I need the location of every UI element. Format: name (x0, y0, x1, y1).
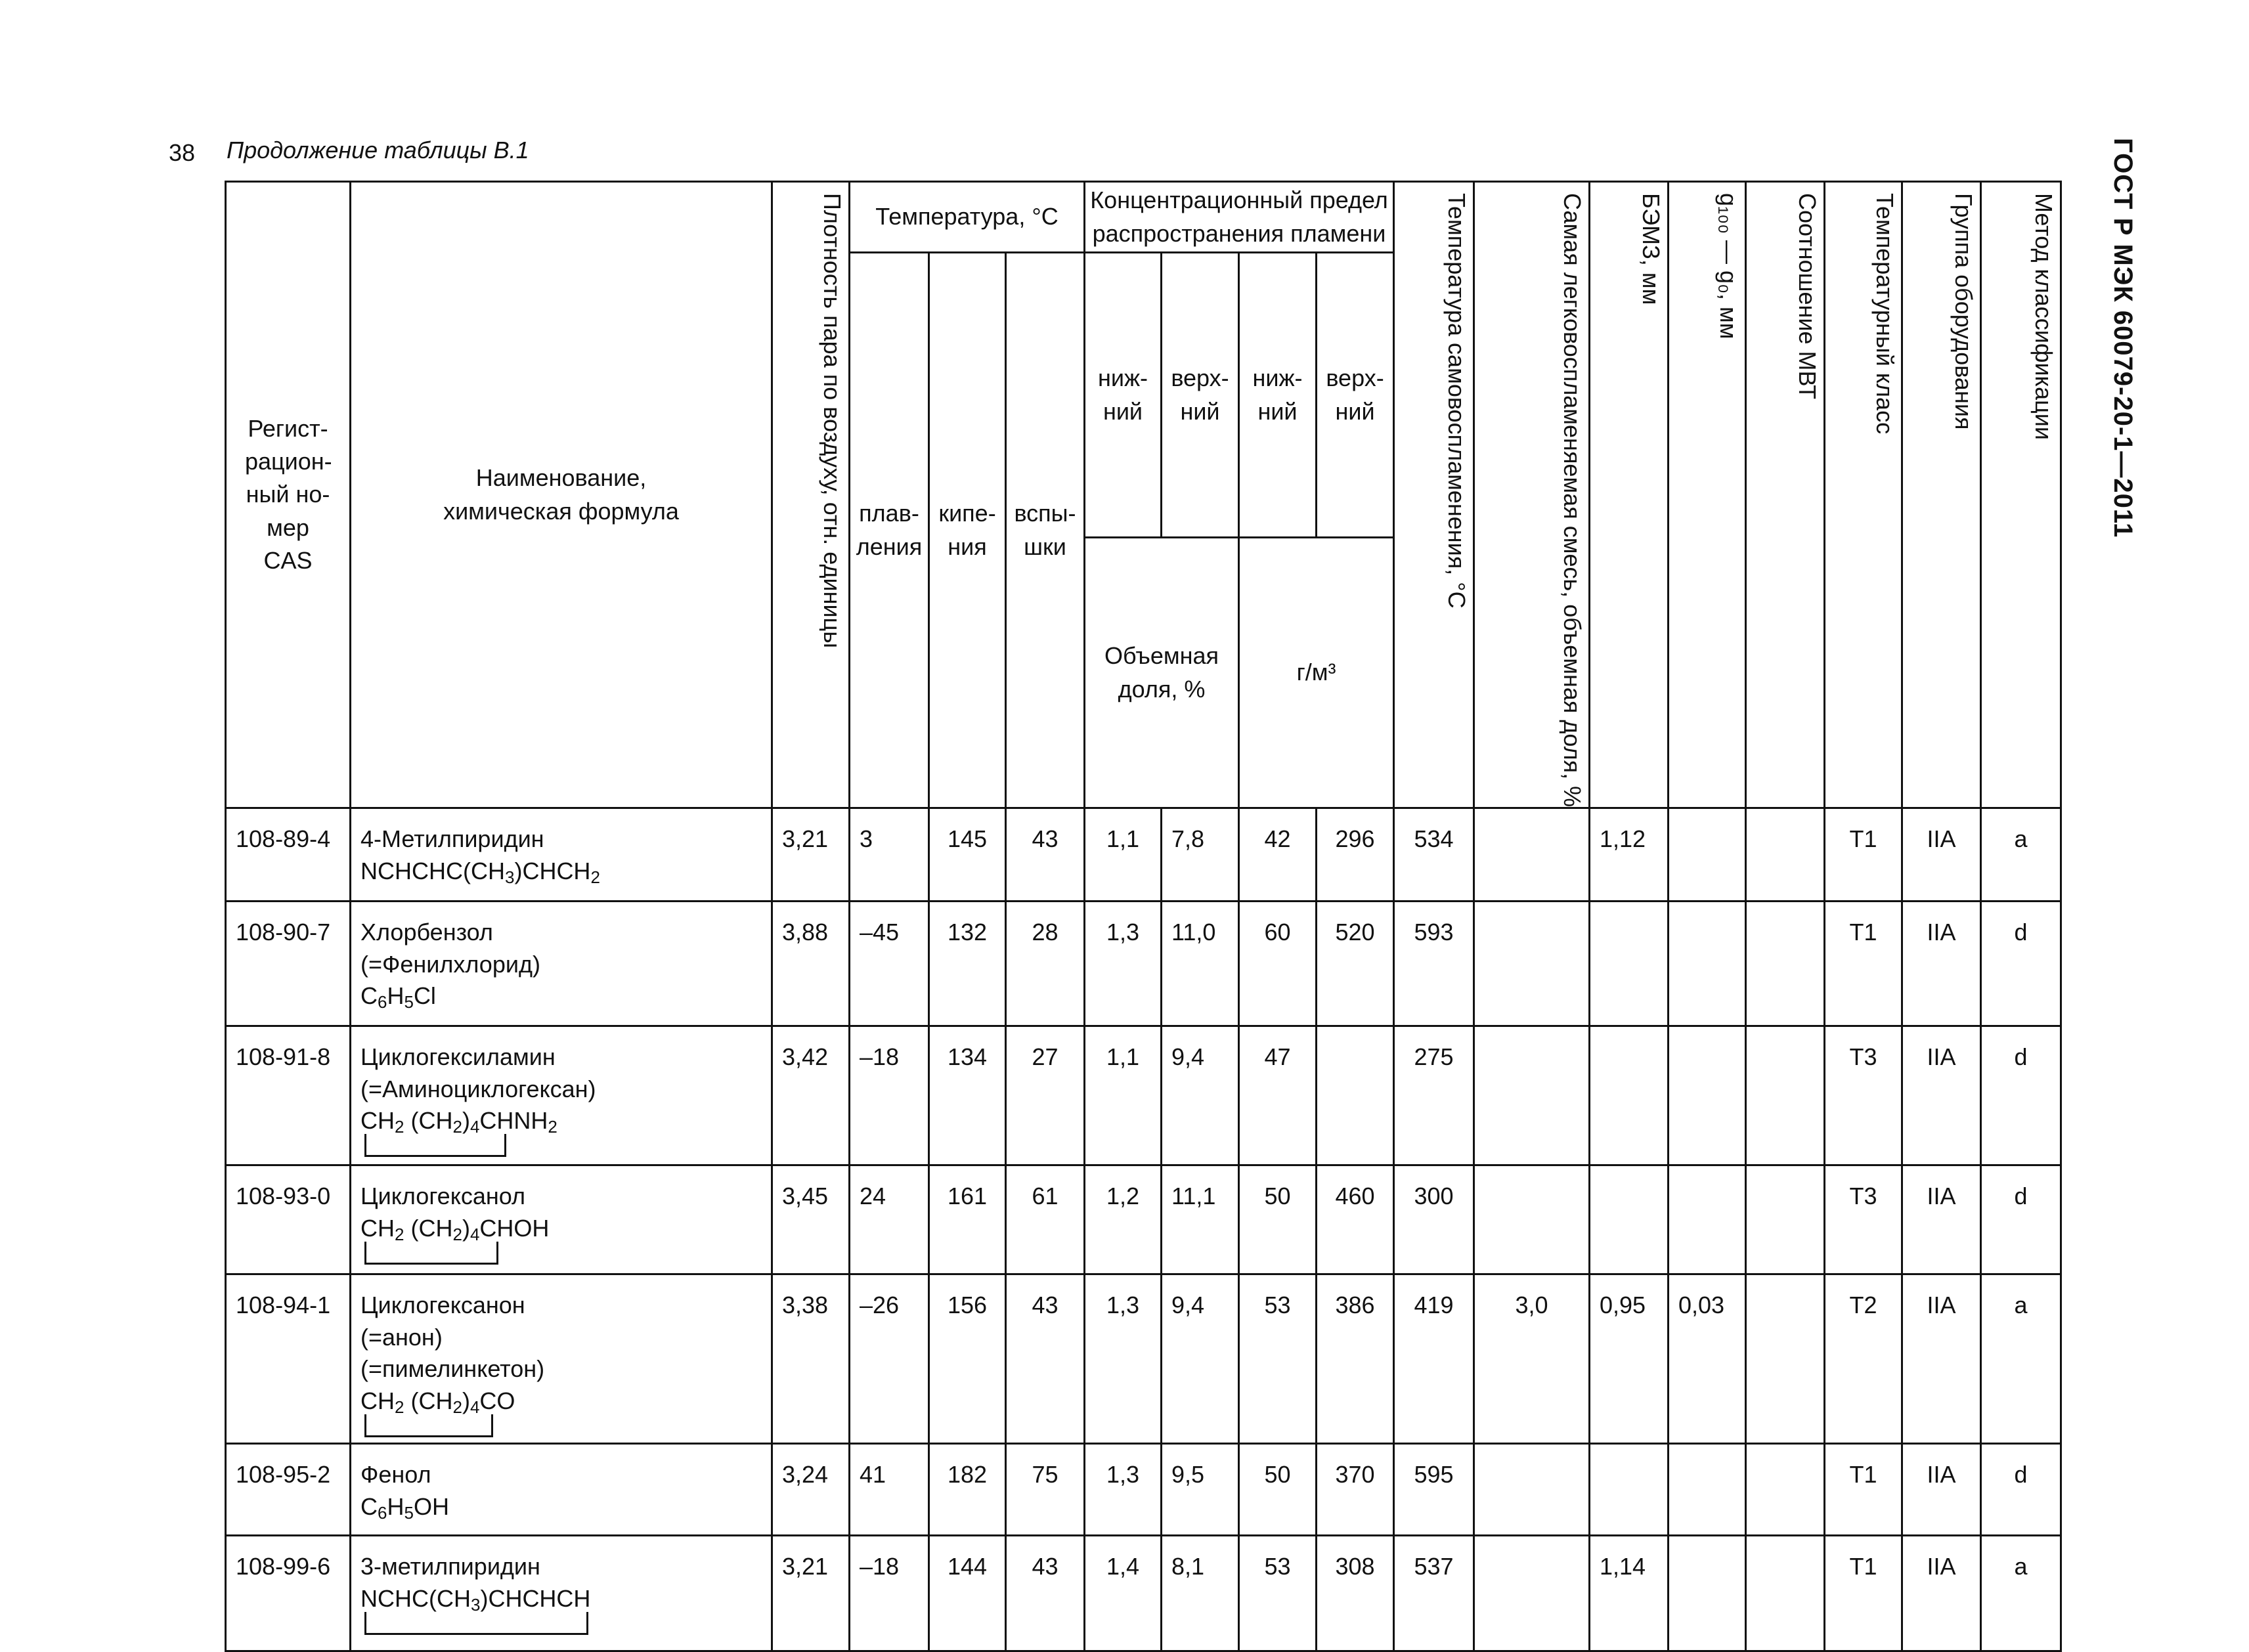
cas-number: 108-94-1 (226, 1274, 351, 1444)
table-row (226, 1026, 2061, 1165)
cell-mix (1474, 1536, 1590, 1651)
cell-m: a (1981, 808, 2061, 902)
chemical-formula: $CH_2$ $(CH_2)_4CO$ (360, 1385, 764, 1419)
cell-tc: T1 (1825, 1444, 1902, 1536)
cell-u1: 11,1 (1162, 1165, 1239, 1274)
cell-mesg (1590, 902, 1669, 1026)
cell-l2: 42 (1239, 808, 1317, 902)
cell-boil: 161 (929, 1165, 1006, 1274)
cell-l2: 50 (1239, 1165, 1317, 1274)
header-upper-vol: верх-ний (1162, 253, 1239, 538)
header-boil: кипе-ния (929, 253, 1006, 808)
cell-g (1669, 1444, 1746, 1536)
cell-mix (1474, 1165, 1590, 1274)
substance-name: Циклогексанол $CH_2$ $(CH_2)_4CHOH$ (351, 1165, 772, 1274)
cell-l1: 1,2 (1085, 1165, 1162, 1274)
standard-title: ГОСТ Р МЭК 60079-20-1—2011 (2108, 138, 2137, 538)
header-lower-vol: ниж-ний (1085, 253, 1162, 538)
cell-g (1669, 902, 1746, 1026)
cell-ai: 534 (1394, 808, 1474, 902)
cell-melt: –45 (850, 902, 929, 1026)
cell-g: 0,03 (1669, 1274, 1746, 1444)
cell-m: d (1981, 1026, 2061, 1165)
cell-u2 (1317, 1026, 1394, 1165)
cell-flash: 43 (1006, 808, 1085, 902)
cell-ai: 593 (1394, 902, 1474, 1026)
cell-u1: 9,5 (1162, 1444, 1239, 1536)
cell-g (1669, 1536, 1746, 1651)
cell-melt: –26 (850, 1274, 929, 1444)
table-row (226, 808, 2061, 902)
cell-mesg: 1,12 (1590, 808, 1669, 902)
cell-tc: T3 (1825, 1026, 1902, 1165)
cell-tc: T1 (1825, 902, 1902, 1026)
cell-mix (1474, 808, 1590, 902)
cell-tc: T1 (1825, 808, 1902, 902)
cell-mic (1746, 808, 1825, 902)
header-melt: плав-ления (850, 253, 929, 808)
cell-l1: 1,4 (1085, 1536, 1162, 1651)
substance-name: 4-Метилпиридин $NCHCHC(CH_3)CHCH_2$ (351, 808, 772, 902)
cell-u1: 9,4 (1162, 1274, 1239, 1444)
cell-tc: T3 (1825, 1165, 1902, 1274)
cell-mic (1746, 1274, 1825, 1444)
header-concentration: Концентрационный предел распространения пламени (1085, 182, 1394, 253)
cell-u2: 386 (1317, 1274, 1394, 1444)
cas-number: 108-99-6 (226, 1536, 351, 1651)
cell-melt: 3 (850, 808, 929, 902)
cell-g (1669, 808, 1746, 902)
cell-mic (1746, 1165, 1825, 1274)
cell-density: 3,45 (772, 1165, 850, 1274)
chemical-formula: $C_6H_5Cl$ (360, 982, 436, 1012)
cell-ai: 275 (1394, 1026, 1474, 1165)
header-mixture: Самая легковоспламеняемая смесь, объемная доля, % (1474, 182, 1590, 808)
cell-ai: 537 (1394, 1536, 1474, 1651)
header-flash: вспы-шки (1006, 253, 1085, 808)
header-temperature: Температура, °С (850, 182, 1085, 253)
cell-u2: 308 (1317, 1536, 1394, 1651)
header-lower-mass: ниж-ний (1239, 253, 1317, 538)
cell-boil: 182 (929, 1444, 1006, 1536)
table-row (226, 1274, 2061, 1444)
cell-density: 3,21 (772, 808, 850, 902)
cell-mic (1746, 902, 1825, 1026)
table-caption: Продолжение таблицы В.1 (227, 137, 529, 163)
cell-g (1669, 1165, 1746, 1274)
header-upper-mass: верх-ний (1317, 253, 1394, 538)
table-row (226, 1536, 2061, 1651)
cell-melt: 24 (850, 1165, 929, 1274)
cell-mesg: 1,14 (1590, 1536, 1669, 1651)
cell-grp: IIA (1902, 1444, 1981, 1536)
cell-ai: 595 (1394, 1444, 1474, 1536)
cell-l1: 1,3 (1085, 1444, 1162, 1536)
header-volume-fraction: Объемная доля, % (1085, 538, 1239, 808)
chemical-formula: $CH_2$ $(CH_2)_4CHOH$ (360, 1213, 764, 1246)
cas-number: 108-95-2 (226, 1444, 351, 1536)
cell-boil: 145 (929, 808, 1006, 902)
cell-flash: 28 (1006, 902, 1085, 1026)
cas-number: 108-93-0 (226, 1165, 351, 1274)
cell-density: 3,21 (772, 1536, 850, 1651)
cell-mix (1474, 1444, 1590, 1536)
chemical-formula: $NCHC(CH_3)CHCHCH$ (360, 1583, 764, 1617)
cell-l1: 1,1 (1085, 808, 1162, 902)
header-mesg: БЭМЗ, мм (1590, 182, 1669, 808)
page-number: 38 (169, 139, 196, 166)
cell-m: a (1981, 1274, 2061, 1444)
cell-g (1669, 1026, 1746, 1165)
cas-number: 108-89-4 (226, 808, 351, 902)
cell-mic (1746, 1444, 1825, 1536)
cell-boil: 134 (929, 1026, 1006, 1165)
header-autoignition: Температура самовоспламенения, °С (1394, 182, 1474, 808)
cell-u1: 9,4 (1162, 1026, 1239, 1165)
cell-m: d (1981, 902, 2061, 1026)
table-row (226, 1165, 2061, 1274)
substance-name: Циклогексиламин (=Аминоциклогексан) $CH_2$ $(CH_2)_4CHNH_2$ (351, 1026, 772, 1165)
cell-mic (1746, 1536, 1825, 1651)
cell-boil: 144 (929, 1536, 1006, 1651)
cell-mesg (1590, 1026, 1669, 1165)
table-row (226, 902, 2061, 1026)
cell-l2: 60 (1239, 902, 1317, 1026)
header-density: Плотность пара по воздуху, отн. единицы (772, 182, 850, 808)
header-gm3: г/м³ (1239, 538, 1394, 808)
cell-flash: 27 (1006, 1026, 1085, 1165)
cell-mesg: 0,95 (1590, 1274, 1669, 1444)
cell-flash: 61 (1006, 1165, 1085, 1274)
cell-melt: 41 (850, 1444, 929, 1536)
cell-l2: 53 (1239, 1274, 1317, 1444)
cas-number: 108-90-7 (226, 902, 351, 1026)
cell-mix (1474, 902, 1590, 1026)
substance-name: Циклогексанон (=анон) (=пимелинкетон) $CH_2$ $(CH_2)_4CO$ (351, 1274, 772, 1444)
cell-tc: T1 (1825, 1536, 1902, 1651)
cell-flash: 75 (1006, 1444, 1085, 1536)
header-cas: Регист-рацион-ный но-мер CAS (226, 182, 351, 808)
cell-melt: –18 (850, 1536, 929, 1651)
cell-l1: 1,3 (1085, 1274, 1162, 1444)
cas-number: 108-91-8 (226, 1026, 351, 1165)
cell-l2: 50 (1239, 1444, 1317, 1536)
cell-mesg (1590, 1444, 1669, 1536)
cell-grp: IIA (1902, 1274, 1981, 1444)
cell-melt: –18 (850, 1026, 929, 1165)
header-temp-class: Температурный класс (1825, 182, 1902, 808)
cell-grp: IIA (1902, 1536, 1981, 1651)
cell-density: 3,24 (772, 1444, 850, 1536)
header-name: Наименование, химическая формула (351, 182, 772, 808)
cell-m: d (1981, 1165, 2061, 1274)
properties-table (225, 181, 2062, 1652)
cell-grp: IIA (1902, 1026, 1981, 1165)
substance-name: 3-метилпиридин $NCHC(CH_3)CHCHCH$ (351, 1536, 772, 1651)
substance-name: Хлорбензол (=Фенилхлорид) $C_6H_5Cl$ (351, 902, 772, 1026)
chemical-formula: $C_6H_5OH$ (360, 1492, 449, 1523)
chemical-formula: $CH_2$ $(CH_2)_4CHNH_2$ (360, 1105, 764, 1139)
cell-mix (1474, 1026, 1590, 1165)
cell-boil: 156 (929, 1274, 1006, 1444)
cell-l1: 1,1 (1085, 1026, 1162, 1165)
cell-grp: IIA (1902, 902, 1981, 1026)
cell-u1: 7,8 (1162, 808, 1239, 902)
header-g100: g₁₀₀ — g₀, мм (1669, 182, 1746, 808)
cell-ai: 419 (1394, 1274, 1474, 1444)
cell-u1: 8,1 (1162, 1536, 1239, 1651)
cell-u2: 296 (1317, 808, 1394, 902)
header-method: Метод классификации (1981, 182, 2061, 808)
cell-boil: 132 (929, 902, 1006, 1026)
header-mic: Соотношение МВТ (1746, 182, 1825, 808)
cell-density: 3,88 (772, 902, 850, 1026)
cell-mesg (1590, 1165, 1669, 1274)
cell-density: 3,42 (772, 1026, 850, 1165)
cell-u1: 11,0 (1162, 902, 1239, 1026)
cell-l2: 53 (1239, 1536, 1317, 1651)
cell-u2: 370 (1317, 1444, 1394, 1536)
cell-ai: 300 (1394, 1165, 1474, 1274)
header-equipment-group: Группа оборудования (1902, 182, 1981, 808)
cell-l1: 1,3 (1085, 902, 1162, 1026)
cell-grp: IIA (1902, 1165, 1981, 1274)
cell-mic (1746, 1026, 1825, 1165)
substance-name: Фенол $C_6H_5OH$ (351, 1444, 772, 1536)
cell-tc: T2 (1825, 1274, 1902, 1444)
cell-flash: 43 (1006, 1536, 1085, 1651)
cell-u2: 520 (1317, 902, 1394, 1026)
table-row (226, 1444, 2061, 1536)
cell-grp: IIA (1902, 808, 1981, 902)
chemical-formula: $NCHCHC(CH_3)CHCH_2$ (360, 857, 600, 887)
cell-density: 3,38 (772, 1274, 850, 1444)
cell-l2: 47 (1239, 1026, 1317, 1165)
cell-m: a (1981, 1536, 2061, 1651)
cell-u2: 460 (1317, 1165, 1394, 1274)
cell-flash: 43 (1006, 1274, 1085, 1444)
cell-m: d (1981, 1444, 2061, 1536)
cell-mix: 3,0 (1474, 1274, 1590, 1444)
